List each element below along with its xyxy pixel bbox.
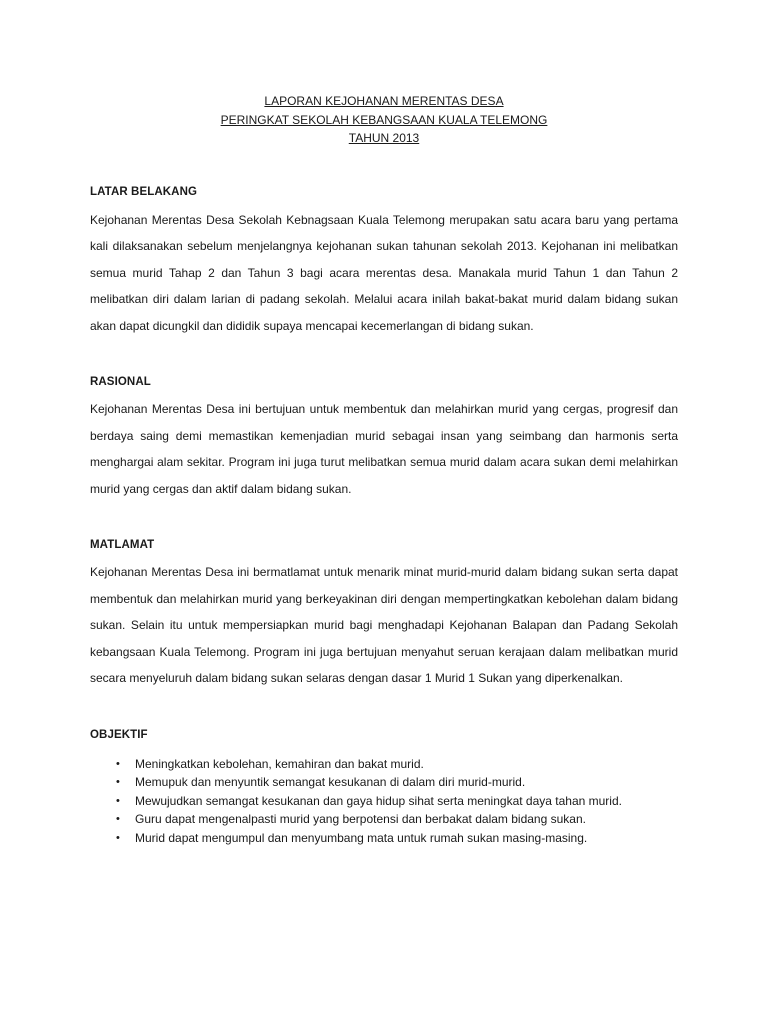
document-title — [90, 92, 678, 148]
objective-text: Murid dapat mengumpul dan menyumbang mata untuk rumah sukan masing-masing. — [135, 830, 588, 845]
objectives-list — [90, 755, 678, 848]
heading-matlamat: MATLAMAT — [90, 539, 155, 551]
title-line-1: LAPORAN KEJOHANAN MERENTAS DESA — [264, 94, 504, 108]
paragraph-matlamat: Kejohanan Merentas Desa ini bermatlamat untuk menarik minat murid-murid dalam bidang sukan serta dapat membentuk dan melahirkan murid yang berkeyakinan diri dengan mempertingkatkan kebolehan dalam bidang sukan. Selain itu untuk mempersiapkan murid bagi menghadapi Kejohanan Balapan dan Padang Sekolah kebangsaan Kuala Telemong. Program ini juga bertujuan menyahut seruan kerajaan dalam melibatkan murid secara menyeluruh dalam bidang sukan selaras dengan dasar 1 Murid 1 Sukan yang diperkenalkan. — [90, 565, 678, 685]
paragraph-latar-belakang: Kejohanan Merentas Desa Sekolah Kebnagsaan Kuala Telemong merupakan satu acara baru yang pertama kali dilaksanakan sebelum menjelangnya kejohanan sukan tahunan sekolah 2013. Kejohanan ini melibatkan semua murid Tahap 2 dan Tahun 3 bagi acara merentas desa. Manakala murid Tahun 1 dan Tahun 2 melibatkan diri dalam larian di padang sekolah. Melalui acara inilah bakat-bakat murid dalam bidang sukan akan dapat dicungkil dan dididik supaya mencapai kecemerlangan di bidang sukan. — [90, 212, 678, 333]
bullet-icon: • — [116, 794, 120, 807]
list-item — [90, 755, 678, 774]
paragraph-rasional: Kejohanan Merentas Desa ini bertujuan untuk membentuk dan melahirkan murid yang cergas, progresif dan berdaya saing demi memastikan kemenjadian murid sebagai insan yang seimbang dan harmonis serta menghargai alam sekitar. Program ini juga turut melibatkan semua murid dalam acara sukan demi melahirkan murid yang cergas dan aktif dalam bidang sukan. — [90, 402, 678, 496]
list-item — [90, 810, 678, 829]
objective-text: Memupuk dan menyuntik semangat kesukanan di dalam diri murid-murid. — [135, 775, 526, 789]
heading-objektif: OBJEKTIF — [90, 728, 148, 741]
bullet-icon: • — [116, 813, 120, 825]
title-line-2: PERINGKAT SEKOLAH KEBANGSAAN KUALA TELEMONG — [220, 112, 548, 127]
list-item — [90, 792, 678, 811]
bullet-icon: • — [116, 831, 120, 844]
heading-rasional: RASIONAL — [90, 376, 151, 388]
objective-text: Guru dapat mengenalpasti murid yang berpotensi dan berbakat dalam bidang sukan. — [135, 812, 586, 826]
list-item — [90, 773, 678, 792]
bullet-icon: • — [116, 757, 120, 770]
objective-text: Mewujudkan semangat kesukanan dan gaya hidup sihat serta meningkat daya tahan murid. — [135, 793, 622, 808]
heading-latar-belakang: LATAR BELAKANG — [90, 185, 198, 198]
document-page — [90, 92, 678, 847]
objective-text: Meningkatkan kebolehan, kemahiran dan bakat murid. — [135, 756, 424, 771]
bullet-icon: • — [116, 776, 120, 788]
title-line-3: TAHUN 2013 — [348, 131, 420, 145]
list-item — [90, 829, 678, 848]
